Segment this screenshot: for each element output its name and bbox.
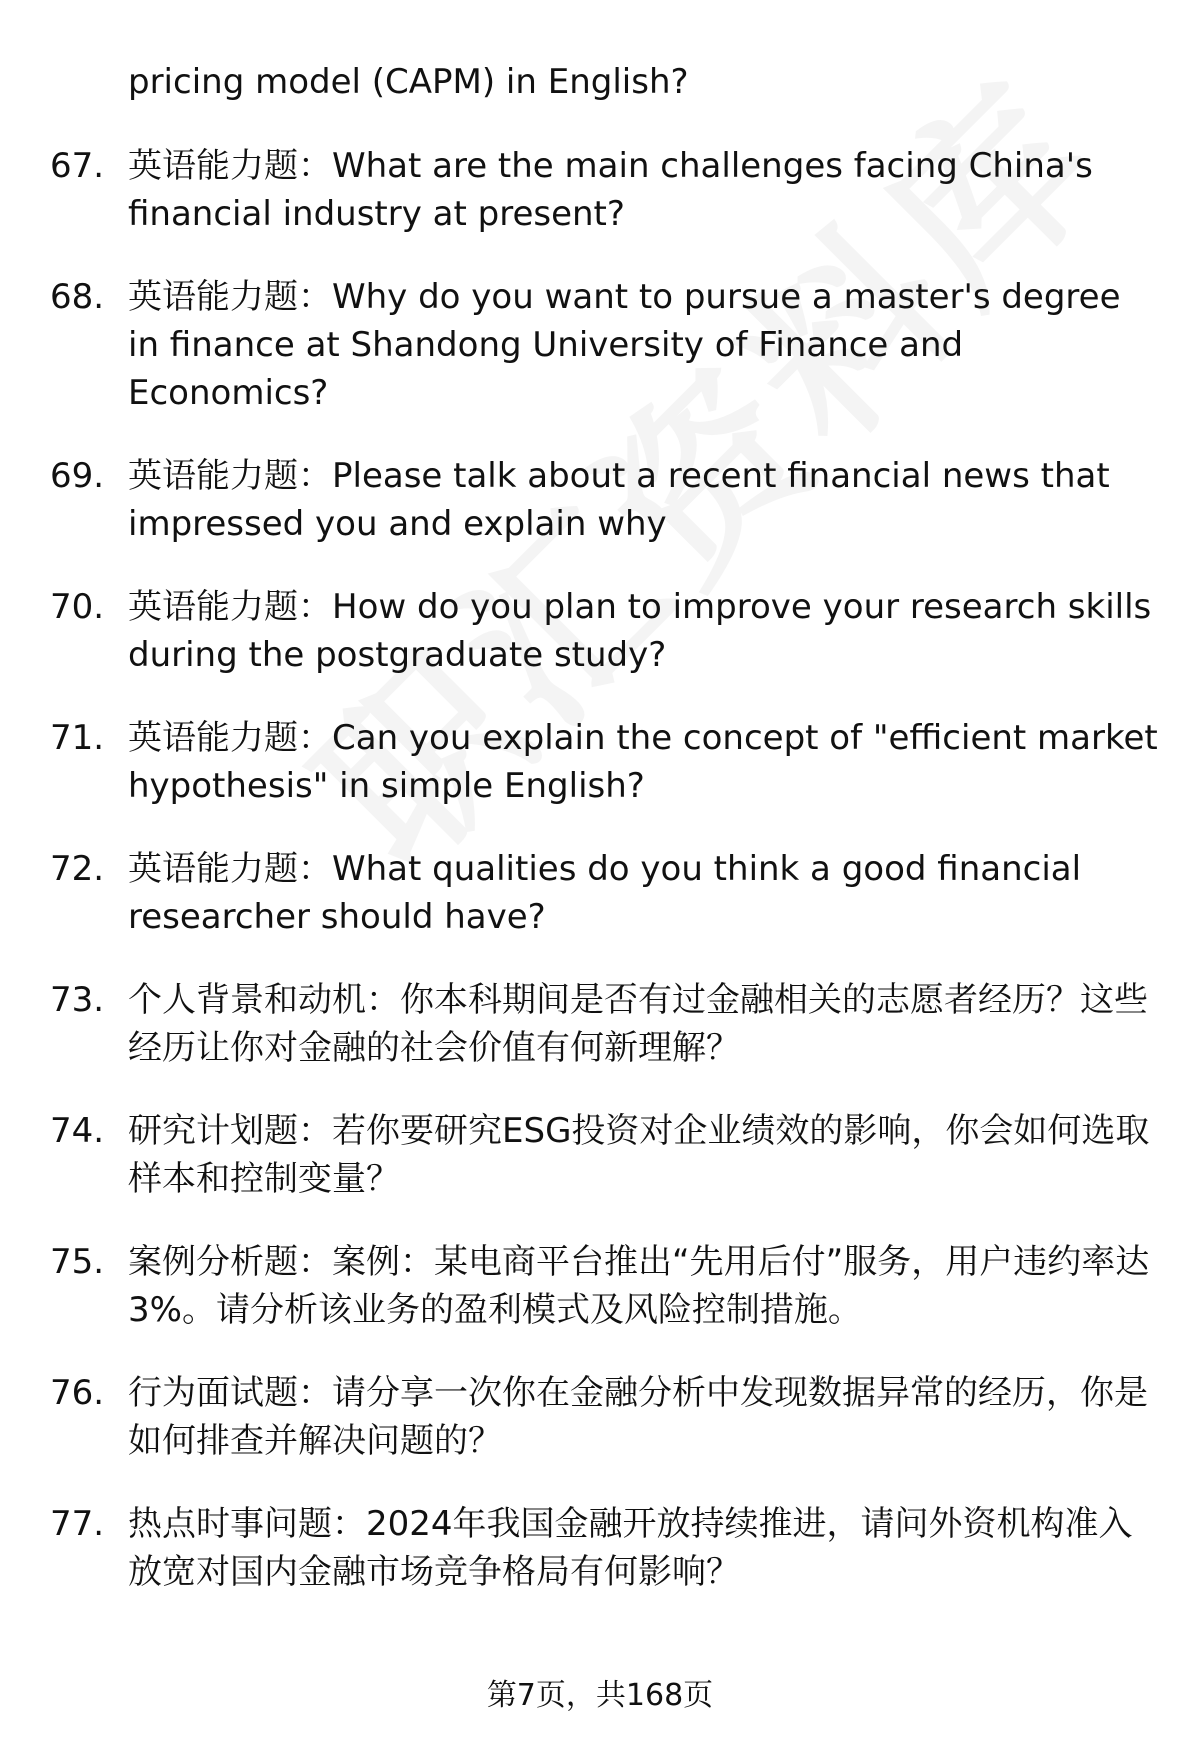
question-text: 个人背景和动机：你本科期间是否有过金融相关的志愿者经历？这些经历让你对金融的社会价值有何新理解？ bbox=[128, 980, 1148, 1068]
question-item bbox=[50, 1107, 1160, 1203]
question-number: 71. bbox=[50, 718, 105, 758]
question-number: 68. bbox=[50, 277, 105, 317]
question-number: 76. bbox=[50, 1373, 105, 1413]
question-text: 英语能力题：Why do you want to pursue a master's degree in finance at Shandong University of Finance and Economics? bbox=[128, 277, 1121, 413]
question-number: 70. bbox=[50, 587, 105, 627]
question-number: 73. bbox=[50, 980, 105, 1020]
question-number: 72. bbox=[50, 849, 105, 889]
continuation-text: pricing model (CAPM) in English? bbox=[128, 62, 689, 102]
question-text: 英语能力题：Please talk about a recent financial news that impressed you and explain why bbox=[128, 456, 1110, 544]
question-number: 77. bbox=[50, 1504, 105, 1544]
question-text: 行为面试题：请分享一次你在金融分析中发现数据异常的经历，你是如何排查并解决问题的？ bbox=[128, 1373, 1148, 1461]
question-item bbox=[50, 1500, 1160, 1596]
question-item bbox=[50, 1369, 1160, 1465]
question-number: 74. bbox=[50, 1111, 105, 1151]
question-item bbox=[50, 452, 1160, 548]
question-number: 75. bbox=[50, 1242, 105, 1282]
question-item bbox=[50, 583, 1160, 679]
question-number: 67. bbox=[50, 146, 105, 186]
question-item bbox=[50, 976, 1160, 1072]
question-text: 热点时事问题：2024年我国金融开放持续推进，请问外资机构准入放宽对国内金融市场竞争格局有何影响？ bbox=[128, 1504, 1133, 1592]
question-item bbox=[50, 1238, 1160, 1334]
question-text: 研究计划题：若你要研究ESG投资对企业绩效的影响，你会如何选取样本和控制变量？ bbox=[128, 1111, 1150, 1199]
question-list bbox=[50, 142, 1160, 1631]
question-text: 英语能力题：What are the main challenges facing China's financial industry at present? bbox=[128, 146, 1093, 234]
question-item bbox=[50, 142, 1160, 238]
question-text: 英语能力题：How do you plan to improve your research skills during the postgraduate study? bbox=[128, 587, 1152, 675]
question-item bbox=[50, 273, 1160, 417]
question-item bbox=[50, 714, 1160, 810]
question-text: 案例分析题：案例：某电商平台推出“先用后付”服务，用户违约率达3%。请分析该业务的盈利模式及风险控制措施。 bbox=[128, 1242, 1150, 1330]
question-item bbox=[50, 845, 1160, 941]
question-text: 英语能力题：Can you explain the concept of "efficient market hypothesis" in simple English? bbox=[128, 718, 1158, 806]
question-text: 英语能力题：What qualities do you think a good financial researcher should have? bbox=[128, 849, 1082, 937]
question-number: 69. bbox=[50, 456, 105, 496]
page-footer: 第7页，共168页 bbox=[486, 1678, 714, 1713]
